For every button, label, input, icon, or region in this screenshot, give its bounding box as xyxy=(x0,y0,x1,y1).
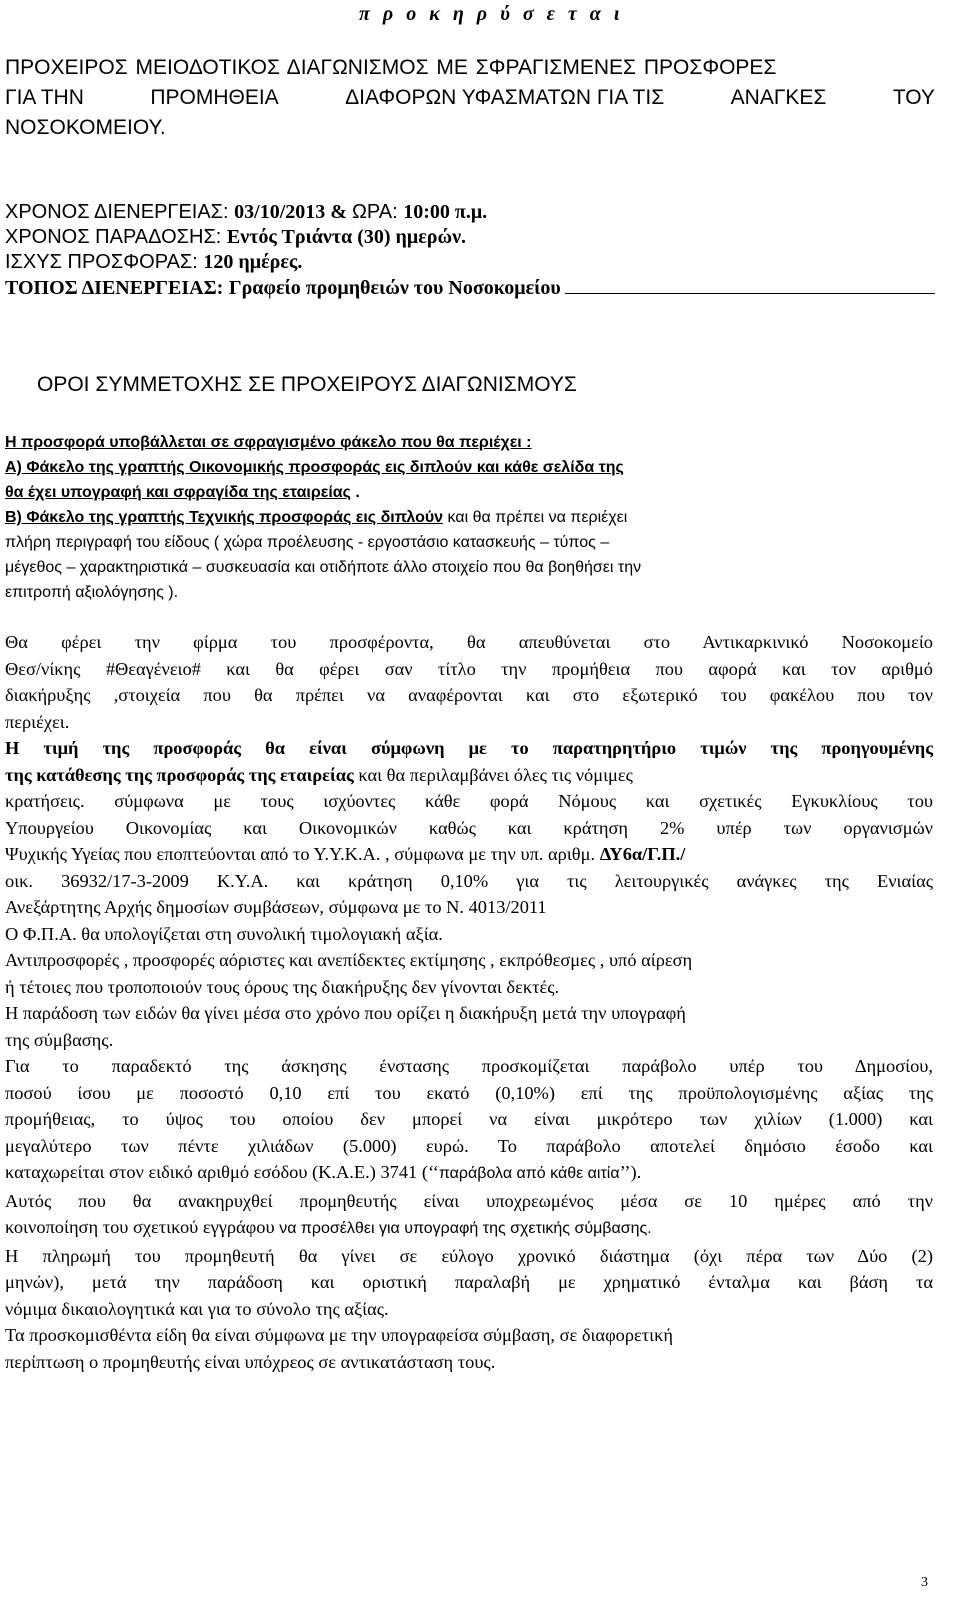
paragraph-line: ποσού ίσου με ποσοστό 0,10 επί του εκατό (0,10%) επί της προϋπολογισμένης αξίας της xyxy=(5,1082,933,1103)
appeal-text: καταχωρείται στον ειδικό αριθμό εσόδου (Κ.Α.Ε.) 3741 (‘‘ xyxy=(5,1162,439,1182)
validity-value: 120 ημέρες. xyxy=(203,251,303,273)
place-label: ΤΟΠΟΣ ΔΙΕΝΕΡΓΕΙΑΣ: xyxy=(5,277,224,299)
terms-b-rest: και θα πρέπει να περιέχει xyxy=(443,509,628,526)
paragraph-line xyxy=(5,735,933,762)
time-label: ΩΡΑ: xyxy=(351,201,398,223)
time-value: 10:00 π.μ. xyxy=(403,201,488,223)
date-label: ΧΡΟΝΟΣ ΔΙΕΝΕΡΓΕΙΑΣ: xyxy=(5,201,229,223)
terms-b-line xyxy=(5,505,933,530)
validity-label: ΙΣΧΥΣ ΠΡΟΣΦΟΡΑΣ: xyxy=(5,251,198,273)
paragraph-line: Αυτός που θα ανακηρυχθεί προμηθευτής είναι υποχρεωμένος μέσα σε 10 ημέρες από την xyxy=(5,1190,933,1211)
paragraph-line: Ο Φ.Π.Α. θα υπολογίζεται στη συνολική τιμολογιακή αξία. xyxy=(5,923,443,944)
price-bold: της κατάθεσης της προσφοράς της εταιρείας xyxy=(5,764,354,785)
paragraph-line: Αντιπροσφορές , προσφορές αόριστες και ανεπίδεκτες εκτίμησης , εκπρόθεσμες , υπό αίρεση xyxy=(5,950,693,970)
paragraph-line: Τα προσκομισθέντα είδη θα είναι σύμφωνα με την υπογραφείσα σύμβαση, σε διαφορετική xyxy=(5,1325,673,1345)
paragraph-line: περίπτωση ο προμηθευτής είναι υπόχρεος σε αντικατάσταση τους. xyxy=(5,1351,496,1372)
terms-a-line xyxy=(5,480,933,505)
terms-b-text: επιτροπή αξιολόγησης ). xyxy=(5,584,179,601)
paragraph-line: της σύμβασης. xyxy=(5,1029,114,1050)
title-line-3: ΝΟΣΟΚΟΜΕΙΟΥ. xyxy=(5,116,166,139)
paragraph-line: Υπουργείου Οικονομίας και Οικονομικών καθώς και κράτηση 2% υπέρ των οργανισμών xyxy=(5,817,933,838)
terms-b-line xyxy=(5,555,933,580)
delivery-value: Εντός Τριάντα (30) ημερών. xyxy=(226,226,467,248)
terms-intro xyxy=(5,430,933,455)
paragraph-line xyxy=(5,1159,933,1188)
paragraph-line: νόμιμα δικαιολογητικά και για το σύνολο της αξίας. xyxy=(5,1298,389,1319)
appeal-quote: παράβολα από κάθε αιτία xyxy=(438,1165,620,1182)
paragraph-line: μηνών), μετά την παράδοση και οριστική παραλαβή με χρηματικό ένταλμα και βάση τα xyxy=(5,1272,933,1292)
tender-info xyxy=(5,200,935,301)
title-word: ΓΙΑ ΤΗΝ xyxy=(5,86,84,109)
title-word: ΠΡΟΜΗΘΕΙΑ xyxy=(150,86,279,109)
terms-b-bold: Β) Φάκελο της γραπτής Τεχνικής προσφοράς εις διπλούν xyxy=(5,509,444,526)
paragraph-line: προμήθειας, το ύψος του οποίου δεν μπορεί να είναι μικρότερο των χιλίων (1.000) και xyxy=(5,1109,933,1129)
delivery-label: ΧΡΟΝΟΣ ΠΑΡΑΔΟΣΗΣ: xyxy=(5,226,222,248)
terms-a-text: Α) Φάκελο της γραπτής Οικονομικής προσφοράς εις διπλούν και κάθε σελίδα της xyxy=(5,459,624,476)
title-line xyxy=(5,53,935,83)
terms-body xyxy=(5,629,933,1375)
validity-row xyxy=(5,250,935,275)
document-heading: π ρ ο κ η ρ ύ σ ε τ α ι xyxy=(359,3,624,25)
date-row xyxy=(5,200,935,225)
title-line-1: ΠΡΟΧΕΙΡΟΣ ΜΕΙΟΔΟΤΙΚΟΣ ΔΙΑΓΩΝΙΣΜΟΣ ΜΕ ΣΦΡΑΓΙΣΜΕΝΕΣ ΠΡΟΣΦΟΡΕΣ xyxy=(5,56,777,79)
date-value: 03/10/2013 & xyxy=(234,201,352,223)
tax-ref: ΔΥ6α/Γ.Π./ xyxy=(599,844,686,864)
paragraph-line xyxy=(5,841,933,868)
paragraph-line: περιέχει. xyxy=(5,711,70,732)
paragraph-line: διακήρυξης ,στοιχεία που θα πρέπει να αναφέρονται και στο εξωτερικό του φακέλου που τον xyxy=(5,685,933,705)
paragraph-line: Ανεξάρτητης Αρχής δημοσίων συμβάσεων, σύμφωνα με το Ν. 4013/2011 xyxy=(5,897,547,917)
paragraph-line: Η πληρωμή του προμηθευτή θα γίνει σε εύλογο χρονικό διάστημα (όχι πέρα των Δύο (2) xyxy=(5,1245,933,1266)
title-word: ΤΟΥ xyxy=(892,86,935,109)
paragraph-line: ή τέτοιες που τροποποιούν τους όρους της διακήρυξης δεν γίνονται δεκτές. xyxy=(5,976,560,997)
terms-a-line xyxy=(5,455,933,480)
terms-a-end: . xyxy=(350,484,360,501)
title-line xyxy=(5,83,935,113)
sign-text-sans: να προσέλθει για υπογραφή της σχετικής σύμβασης. xyxy=(279,1220,652,1237)
paragraph-line: Θεσ/νίκης #Θεαγένειο# και θα φέρει σαν τίτλο την προμήθεια που αφορά και τον αριθμό xyxy=(5,658,933,679)
place-row xyxy=(5,275,935,301)
paragraph-line: οικ. 36932/17-3-2009 Κ.Υ.Α. και κράτηση 0,10% για τις λειτουργικές ανάγκες της Ενιαίας xyxy=(5,870,933,891)
appeal-end: ’’). xyxy=(619,1162,642,1182)
paragraph-line: Θα φέρει την φίρμα του προσφέροντα, θα απευθύνεται στο Αντικαρκινικό Νοσοκομείο xyxy=(5,632,933,652)
terms-a-text: θα έχει υπογραφή και σφραγίδα της εταιρείας xyxy=(5,484,351,501)
terms-intro-text: Η προσφορά υποβάλλεται σε σφραγισμένο φάκελο που θα περιέχει : xyxy=(5,434,532,451)
title-word: ΔΙΑΦΟΡΩΝ ΥΦΑΣΜΑΤΩΝ ΓΙΑ ΤΙΣ xyxy=(345,86,665,109)
paragraph-line xyxy=(5,762,933,789)
delivery-row xyxy=(5,225,935,250)
tax-text: Ψυχικής Υγείας που εποπτεύονται από το Υ.Υ.Κ.Α. , σύμφωνα με την υπ. αριθμ. xyxy=(5,844,600,864)
sign-text: κοινοποίηση του σχετικού εγγράφου xyxy=(5,1217,280,1237)
price-bold: Η τιμή της προσφοράς θα είναι σύμφωνη με το παρατηρητήριο τιμών της προηγουμένης xyxy=(5,738,933,758)
paragraph-line: μεγαλύτερο των πέντε χιλιάδων (5.000) ευρώ. Το παράβολο αποτελεί δημόσιο έσοδο και xyxy=(5,1135,933,1156)
terms-b-line xyxy=(5,530,933,555)
place-value: Γραφείο προμηθειών του Νοσοκομείου xyxy=(228,277,561,299)
paragraph-line: Για το παραδεκτό της άσκησης ένστασης προσκομίζεται παράβολο υπέρ του Δημοσίου, xyxy=(5,1056,933,1076)
page-number: 3 xyxy=(921,1575,928,1590)
place-underline xyxy=(565,275,935,294)
paragraph-line: Η παράδοση των ειδών θα γίνει μέσα στο χρόνο που ορίζει η διακήρυξη μετά την υπογραφή xyxy=(5,1003,686,1023)
terms-b-text: μέγεθος – χαρακτηριστικά – συσκευασία και οτιδήποτε άλλο στοιχείο που θα βοηθήσει την xyxy=(5,559,642,576)
price-rest: και θα περιλαμβάνει όλες τις νόμιμες xyxy=(353,764,633,785)
title-word: ΑΝΑΓΚΕΣ xyxy=(730,86,827,109)
section-title: ΟΡΟΙ ΣΥΜΜΕΤΟΧΗΣ ΣΕ ΠΡΟΧΕΙΡΟΥΣ ΔΙΑΓΩΝΙΣΜΟΥΣ xyxy=(37,373,577,396)
paragraph-line: κρατήσεις. σύμφωνα με τους ισχύοντες κάθε φορά Νόμους και σχετικές Εγκυκλίους του xyxy=(5,791,933,811)
tender-title xyxy=(5,53,935,143)
terms-b-text: πλήρη περιγραφή του είδους ( χώρα προέλευσης - εργοστάσιο κατασκευής – τύπος – xyxy=(5,534,610,551)
paragraph-line xyxy=(5,1214,933,1243)
terms-b-line xyxy=(5,580,933,605)
participation-terms xyxy=(5,430,933,605)
